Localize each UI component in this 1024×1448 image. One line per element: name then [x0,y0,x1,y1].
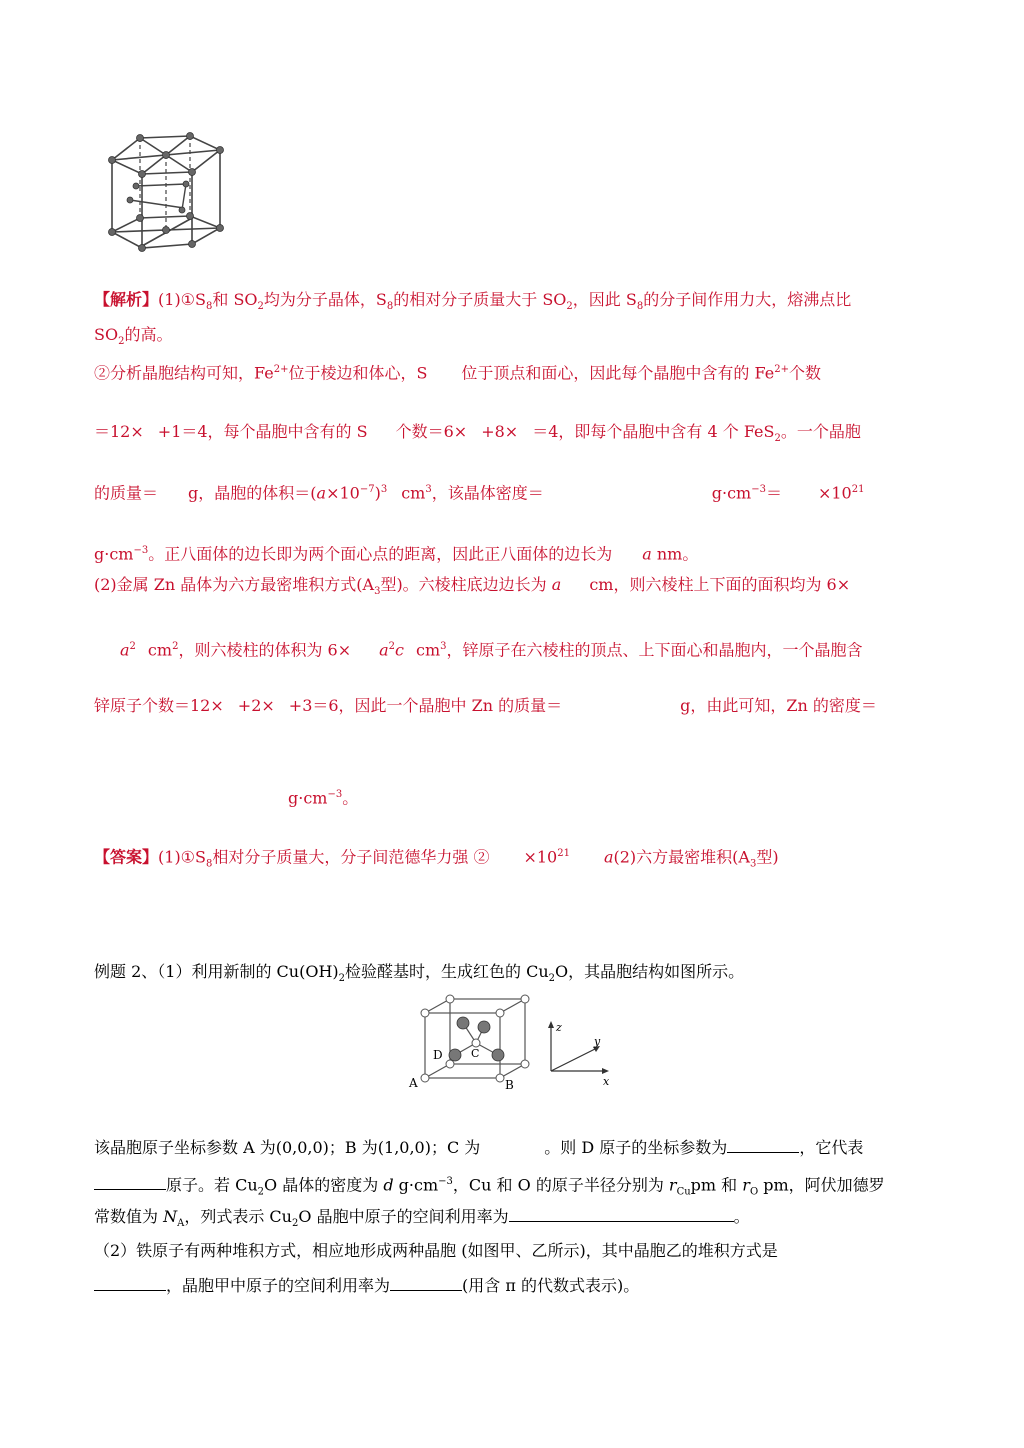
blank-d-atom[interactable] [94,1175,166,1190]
analysis-line-8: $a^2$ $cm^2$，则六棱柱的体积为 $6\times a^2c$ $cm^3$，锌原子在六棱柱的顶点、上下面心和晶胞内，一个晶胞含 [120,640,863,660]
example-line-5: （2）铁原子有两种堆积方式，相应地形成两种晶胞 (如图甲、乙所示)，其中晶胞乙的堆积方式是 [94,1241,778,1260]
example-line-4: 常数值为 $N_A$，列式表示 $Cu_2O$ 晶胞中原子的空间利用率为 。 [94,1207,750,1230]
analysis-line-7: (2)金属 Zn 晶体为六方最密堆积方式($A_3$型)。六棱柱底边边长为 a cm，则六棱柱上下面的面积均为 6× [94,575,851,598]
analysis-label: 【解析】 [94,290,159,309]
analysis-line-5: 的质量＝ g，晶胞的体积$=(a\times 10^{-7})^3$ $cm^3$，该晶体密度＝ $g\cdot cm^{-3}= \times 10^{21}$ [94,483,865,503]
axis-x: x [603,1075,610,1088]
analysis-line-4: ＝12× +1＝4，每个晶胞中含有的 S 个数＝6× +8× ＝4，即每个晶胞中含有 4 个 FeS$_2$。一个晶胞 [94,422,861,445]
blank-space-utilization[interactable] [509,1207,734,1222]
answer-line: 【答案】$(1)①S_8$相对分子质量大，分子间范德华力强 ② $\times 10^{21}$ a(2)六方最密堆积($A_3$型) [94,847,779,870]
analysis-line-1: 【解析】$(1)①S_8$和 $SO_2$均为分子晶体，$S_8$的相对分子质量大于 $SO_2$，因此 $S_8$的分子间作用力大，熔沸点比 [94,290,852,313]
analysis-line-3: ②分析晶胞结构可知，$Fe^{2+}$位于棱边和体心，S 位于顶点和面心，因此每个晶胞中含有的 $Fe^{2+}$个数 [94,363,821,383]
label-d: D [433,1048,443,1062]
blank-stacking-mode[interactable] [94,1276,166,1291]
blank-d-coordinate[interactable] [727,1138,799,1153]
label-b: B [505,1078,514,1092]
analysis-line-2: $SO_2$的高。 [94,325,173,348]
analysis-line-9: 锌原子个数＝12× +2× +3＝6，因此一个晶胞中 Zn 的质量＝ g，由此可知，Zn 的密度＝ [94,696,877,715]
label-a: A [409,1076,418,1090]
example-line-6: ，晶胞甲中原子的空间利用率为 (用含 π 的代数式表示)。 [94,1276,639,1296]
blank-utilization-rate[interactable] [390,1276,462,1291]
answer-label: 【答案】 [94,847,159,867]
cu2o-unit-cell-figure [405,993,625,1093]
example-line-2: 该晶胞原子坐标参数 A 为(0,0,0)；B 为(1,0,0)；C 为 。则 D 原子的坐标参数为 ，它代表 [94,1138,864,1157]
hexagonal-prism-figure [100,128,230,262]
analysis-line-6: $g\cdot cm^{-3}$。正八面体的边长即为两个面心点的距离，因此正八面体的边长为 a nm。 [94,544,699,564]
example-line-1: 例题 2、（1）利用新制的 $Cu(OH)_2$检验醛基时，生成红色的 $Cu_2O$，其晶胞结构如图所示。 [94,962,745,985]
analysis-line-10: $g\cdot cm^{-3}$。 [288,788,359,808]
example-line-3: 原子。若 $Cu_2O$ 晶体的密度为 d $g\cdot cm^{-3}$，Cu 和 O 的原子半径分别为 $r_{Cu}pm$ 和 $r_O$ pm，阿伏加德罗 [94,1172,885,1203]
axis-z: z [556,1021,562,1034]
label-c: C [471,1047,480,1060]
axis-y: y [594,1035,601,1048]
